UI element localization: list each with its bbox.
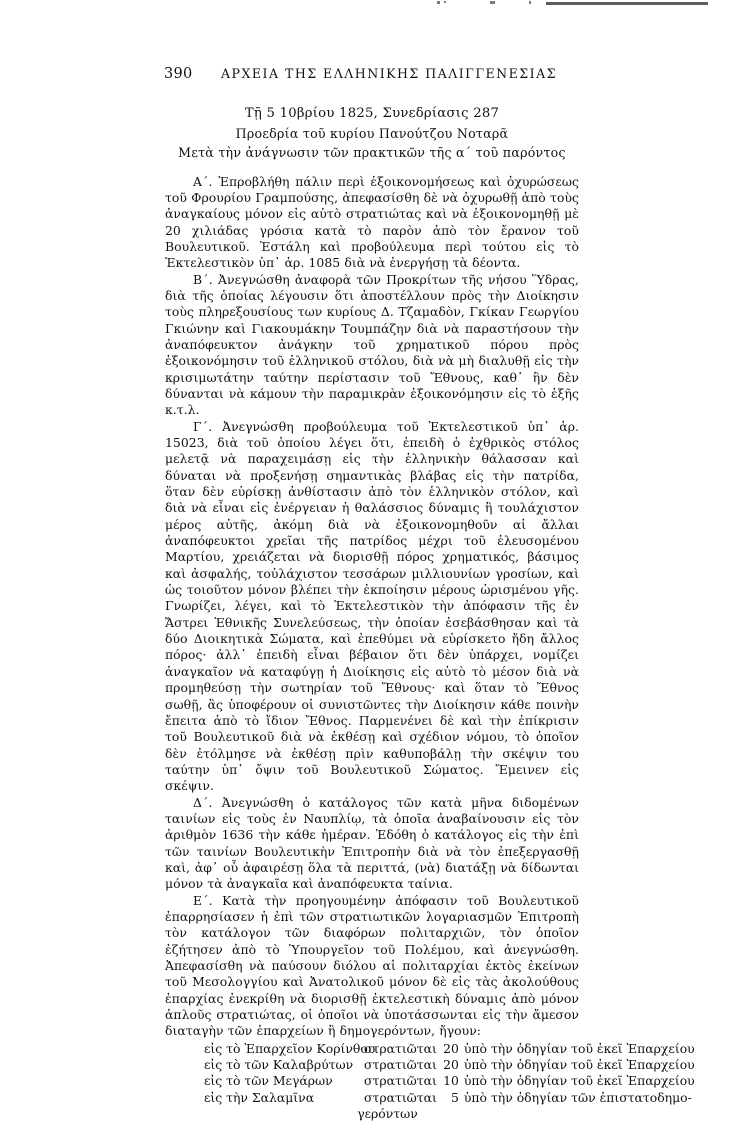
allotment-authority: ὑπὸ τὴν ὁδηγίαν τοῦ ἐκεῖ Ἐπαρχείου [463,1073,695,1089]
paragraph-marker-alpha: Α΄. [193,173,213,189]
allotment-place: εἰς τὸ τῶν Καλαβρύτων [204,1057,354,1073]
paragraph-text-epsilon: Κατὰ τὴν προηγουμένην ἀπόφασιν τοῦ Βουλευτικοῦ ἐπαρρησίασεν ἡ ἐπὶ τῶν στρατιωτικῶν λογαριασμῶν Ἐπιτροπὴ τὸν κατάλογον τῶν διαφόρων πολιταρχιῶν, τὸν ὁποῖον ἐζήτησεν ἀπὸ τὸ Ὑπουργεῖον τοῦ Πολέμου, καὶ ἀνεγνώσθη. Ἀπεφασίσθη νὰ παύσουν διόλου αἱ πολιταρχίαι ἐκτὸς ἐκείνων τοῦ Μεσολογγίου καὶ Ἀνατολικοῦ μόνον δὲ εἰς τὰς ἀκολούθους ἐπαρχίας ἐνεκρίθη νὰ διορισθῇ ἐκτελεστικὴ δύναμις ἀπὸ μόνον ἁπλοῦς στρατιώτας, οἱ ὁποῖοι νὰ ὑποτάσσωνται εἰς τὴν ἄμεσον διαταγὴν τῶν ἐπαρχείων ἢ δημογερόντων, ἤγουν: [165,892,579,1039]
paragraph-text-gamma: Ἀνεγνώσθη προβούλευμα τοῦ Ἐκτελεστικοῦ ὑπ᾿ ἀρ. 15023, διὰ τοῦ ὁποίου λέγει ὅτι, ἐπειδὴ ὁ ἐχθρικὸς στόλος μελετᾷ νὰ παραχειμάσῃ εἰς τὴν ἑλληνικὴν θάλασσαν καὶ δύναται νὰ προξενήσῃ σημαντικὰς βλάβας εἰς τὴν πατρίδα, ὅταν δὲν εὑρίσκῃ ἀνθίστασιν ἀπὸ τὸν ἑλληνικὸν στόλον, καὶ διὰ νὰ εἶναι εἰς ἐνέργειαν ἡ θαλάσσιος δύναμις ἢ τουλάχιστον μέρος αὐτῆς, ἀκόμη διὰ νὰ ἐξοικονομηθοῦν αἱ ἄλλαι ἀναπόφευκτοι χρεῖαι τῆς πατρίδος μέχρι τοῦ ἐλευσομένου Μαρτίου, χρειάζεται νὰ διορισθῇ πόρος χρηματικός, βάσιμος καὶ ἀσφαλής, τοὐλάχιστον τεσσάρων μιλλιουνίων γροσίων, καὶ ὡς τοιοῦτον μόνον βλέπει τὴν ἐκποίησιν μέρους ὡρισμένου γῆς. Γνωρίζει, λέγει, καὶ τὸ Ἐκτελεστικὸν τὴν ἀπόφασιν τῆς ἐν Ἄστρει Ἐθνικῆς Συνελεύσεως, τὴν ὁποίαν ἐσεβάσθησαν καὶ τὰ δύο Διοικητικὰ Σώματα, καὶ ἐπεθύμει νὰ εὑρίσκετο ἤδη ἄλλος πόρος· ἀλλ᾿ ἐπειδὴ εἶναι βέβαιον ὅτι δὲν ὑπάρχει, νομίζει ἀναγκαῖον νὰ καταφύγῃ ἡ Διοίκησις εἰς αὐτὸ τὸ μέσον διὰ νὰ προμηθεύσῃ τὴν σωτηρίαν τοῦ Ἔθνους· καὶ ὅταν τὸ Ἔθνος σωθῇ, ἂς ὑποφέρουν οἱ συνιστῶντες τὴν Διοίκησιν κάθε ποινὴν ἔπειτα ἀπὸ τὸ ἴδιον Ἔθνος. Παρμενένει δὲ καὶ τὴν ἐπίκρισιν τοῦ Βουλευτικοῦ διὰ νὰ ἐκθέσῃ καὶ σχέδιον νόμου, τὸ ὁποῖον δὲν ἐτόλμησε νὰ ἐκθέσῃ πρὶν καθυποβάλῃ τὴν σκέψιν του ταύτην ὑπ᾿ ὄψιν τοῦ Βουλευτικοῦ Σώματος. Ἔμεινεν εἰς σκέψιν. [165,418,579,794]
allotment-count: 5 [450,1089,459,1105]
allotment-soldiers-label: στρατιῶται [364,1089,437,1105]
allotment-place: εἰς τὸ τῶν Μεγάρων [204,1073,333,1089]
paragraph-text-beta: Ἀνεγνώσθη ἀναφορὰ τῶν Προκρίτων τῆς νήσου Ὕδρας, διὰ τῆς ὁποίας λέγουσιν ὅτι ἀποστέλλουν πρὸς τὴν Διοίκησιν τοὺς πληρεξουσίους των κυρίους Δ. Τζαμαδὸν, Γκίκαν Γεωργίου Γκιώνην καὶ Γιακουμάκην Τουμπάζην διὰ νὰ παραστήσουν τὴν ἀναπόφευκτον ἀνάγκην τοῦ χρηματικοῦ πόρου πρὸς ἐξοικονόμησιν τοῦ ἑλληνικοῦ στόλου, διὰ νὰ μὴ διαλυθῇ εἰς τὴν κρισιμωτάτην ταύτην περίστασιν τοῦ Ἔθνους, καθ᾿ ἣν δὲν δύνανται νὰ κάμουν τὴν παραμικρὰν ἐξοικονόμησιν εἰς τὸ ἑξῆς κ.τ.λ. [165,271,579,418]
allotment-row [165,1040,695,1057]
running-head [165,66,579,88]
scan-artifact-specks [437,1,547,5]
allotment-continuation: γερόντων [357,1106,418,1122]
paragraph-marker-beta: Β΄. [193,271,213,287]
paragraph-alpha [165,174,579,272]
allotment-count: 20 [443,1040,459,1056]
paragraph-marker-gamma: Γ΄. [193,418,213,434]
paragraph-gamma [165,419,579,795]
presidency-line: Προεδρία τοῦ κυρίου Πανούτζου Νοταρᾶ [235,125,509,141]
allotment-place: εἰς τὴν Σαλαμῖνα [204,1089,315,1105]
session-title-block [165,104,579,163]
paragraph-beta [165,272,579,419]
allotment-row [165,1089,692,1106]
allotment-row [165,1057,695,1073]
running-head-title: ΑΡΧΕΙΑ ΤΗΣ ΕΛΛΗΝΙΚΗΣ ΠΑΛΙΓΓΕΝΕΣΙΑΣ [221,66,557,81]
allotment-count: 20 [443,1057,459,1073]
allotment-row [165,1073,695,1089]
folio-number: 390 [164,66,193,82]
paragraph-marker-epsilon: Ε΄. [193,892,213,908]
paragraph-marker-delta: Δ΄. [193,794,213,810]
allotment-authority: ὑπὸ τὴν ὁδηγίαν τοῦ ἐκεῖ Ἐπαρχείου [463,1057,695,1073]
paragraph-text-alpha: Ἐπροβλήθη πάλιν περὶ ἐξοικονομήσεως καὶ ὀχυρώσεως τοῦ Φρουρίου Γραμπούσης, ἀπεφασίσθη δὲ νὰ ὀχυρωθῇ ἀπὸ τοὺς ἀναγκαίους μόνον εἰς αὐτὸ στρατιώτας καὶ νὰ ἐξοικονομηθῇ μὲ 20 χιλιάδας γρόσια κατὰ τὸ παρὸν ἀπὸ τὸν ἔρανον τοῦ Βουλευτικοῦ. Ἐστάλη καὶ προβούλευμα περὶ τούτου εἰς τὸ Ἐκτελεστικὸν ὑπ᾿ ἀρ. 1085 διὰ νὰ ἐνεργήσῃ τὰ δέοντα. [165,173,579,271]
allotment-soldiers-label: στρατιῶται [364,1073,437,1089]
allotment-list [165,1040,695,1122]
allotment-authority: ὑπὸ τὴν ὁδηγίαν τοῦ ἐκεῖ Ἐπαρχείου [463,1040,695,1056]
paragraph-delta [165,795,579,893]
paragraph-epsilon [165,893,579,1040]
after-reading-line: Μετὰ τὴν ἀνάγνωσιν τῶν πρακτικῶν τῆς α΄ τοῦ παρόντος [178,145,566,160]
page-content [164,66,695,1122]
allotment-soldiers-label: στρατιῶται [364,1057,437,1073]
session-date-line: Τῇ 5 10βρίου 1825, Συνεδρίασις 287 [244,106,500,121]
scan-artifact-bar [546,2,708,5]
allotment-soldiers-label: στρατιῶται [364,1040,437,1056]
allotment-place: εἰς τὸ Ἐπαρχεῖον Κορίνθου [204,1040,376,1056]
paragraph-text-delta: Ἀνεγνώσθη ὁ κατάλογος τῶν κατὰ μῆνα διδομένων ταινίων εἰς τοὺς ἐν Ναυπλίῳ, τὰ ὁποῖα ἀναβαίνουσιν εἰς τὸν ἀριθμὸν 1636 τὴν κάθε ἡμέραν. Ἐδόθη ὁ κατάλογος εἰς τὴν ἐπὶ τῶν ταινίων Βουλευτικὴν Ἐπιτροπὴν διὰ νὰ τὸν ἐπεξεργασθῇ καὶ, ἀφ᾿ οὗ ἀφαιρέσῃ ὅλα τὰ περιττά, (νὰ) διατάξῃ νὰ δίδωνται μόνον τὰ ἀναγκαῖα καὶ ἀναπόφευκτα ταίνια. [165,794,579,892]
allotment-authority: ὑπὸ τὴν ὁδηγίαν τῶν ἐπιστατοδημο- [463,1089,692,1105]
allotment-count: 10 [443,1073,459,1089]
